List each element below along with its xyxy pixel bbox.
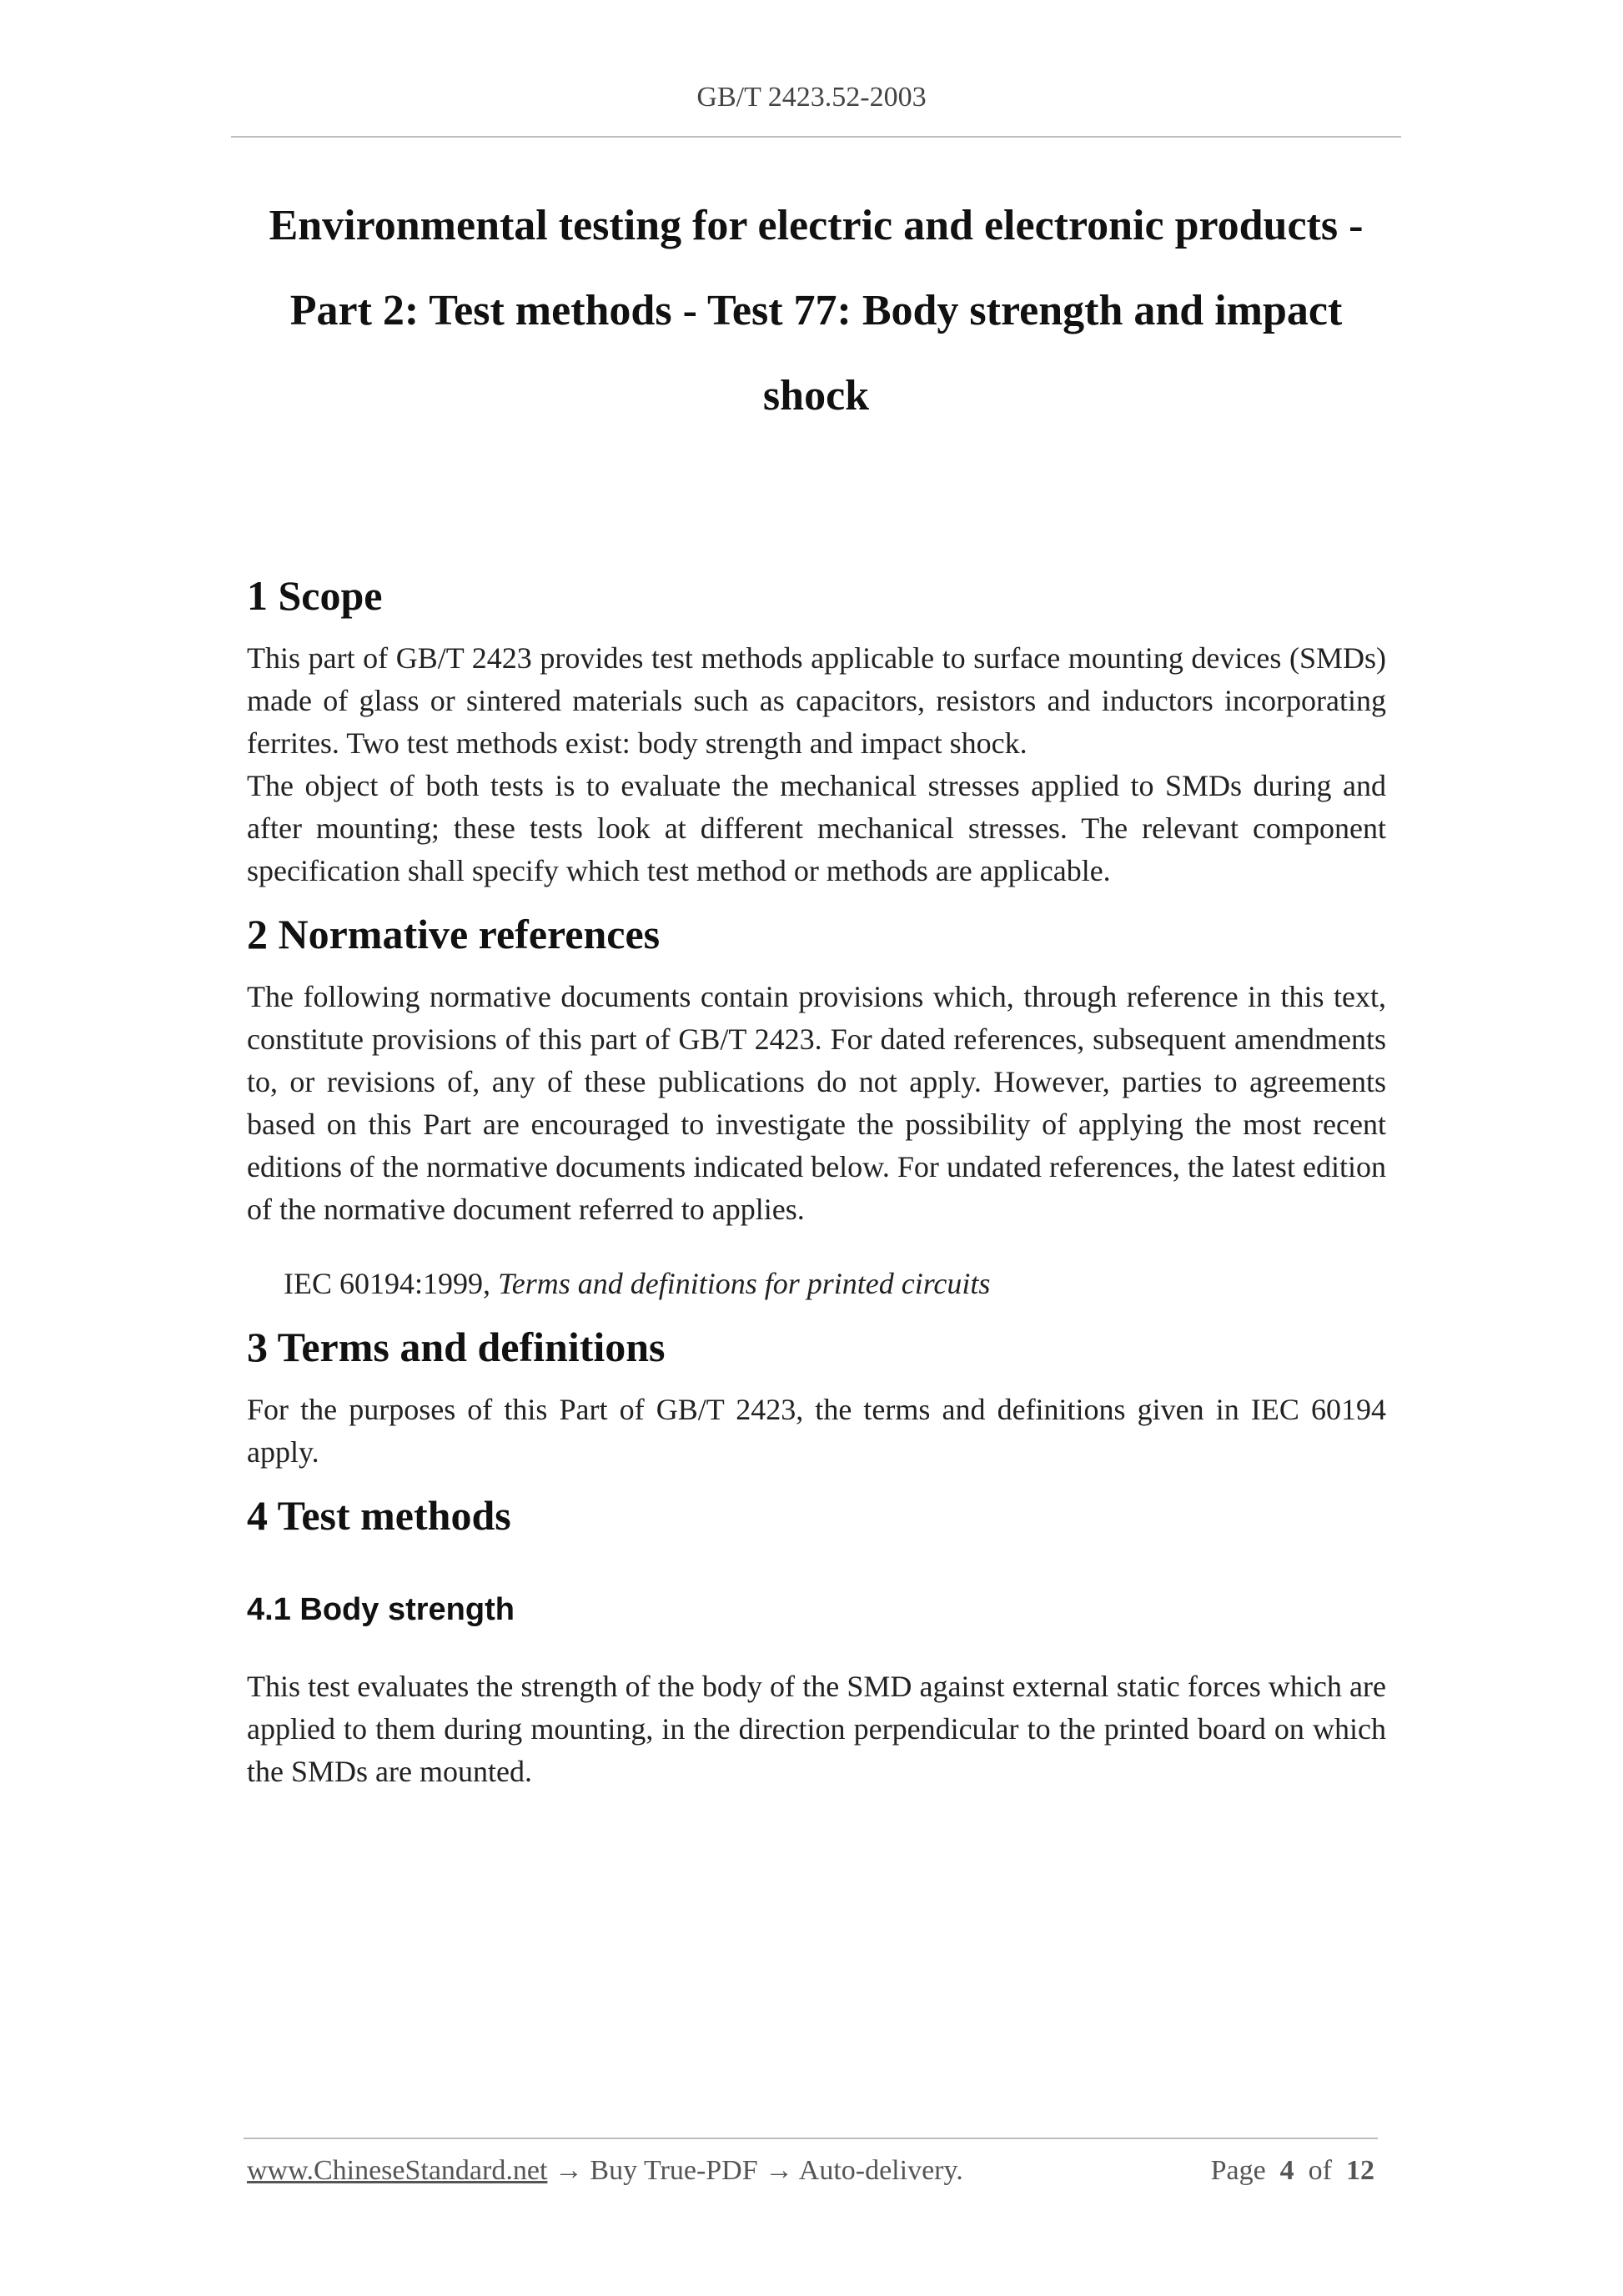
page-footer — [247, 2155, 1374, 2187]
reference-entry — [284, 1263, 1386, 1305]
header-divider — [231, 136, 1401, 138]
terms-definitions-paragraph: For the purposes of this Part of GB/T 2423, the terms and definitions given in IEC 60194 apply. — [247, 1393, 1386, 1469]
document-title — [231, 183, 1401, 439]
footer-promo — [247, 2155, 963, 2187]
section-heading-terms-definitions: 3 Terms and definitions — [247, 1324, 666, 1370]
standard-code-header: GB/T 2423.52-2003 — [696, 82, 927, 113]
section-heading-scope: 1 Scope — [247, 572, 383, 619]
chinese-standard-link[interactable]: www.ChineseStandard.net — [247, 2155, 548, 2186]
page-current: 4 — [1279, 2155, 1294, 2186]
page-number — [1211, 2155, 1374, 2187]
footer-promo-text: → Buy True-PDF → Auto-delivery. — [547, 2155, 963, 2186]
reference-code: IEC 60194:1999, — [284, 1267, 490, 1300]
subsection-heading-body-strength: 4.1 Body strength — [247, 1592, 515, 1627]
reference-title: Terms and definitions for printed circuits — [498, 1267, 991, 1300]
title-line-3: shock — [762, 372, 870, 420]
title-line-2: Part 2: Test methods - Test 77: Body strength and impact — [289, 287, 1343, 334]
scope-paragraph-2: The object of both tests is to evaluate the mechanical stresses applied to SMDs during and after mounting; these tests look at different mechanical stresses. The relevant component specification shall specify which test method or methods are applicable. — [247, 769, 1386, 887]
scope-paragraph-1: This part of GB/T 2423 provides test methods applicable to surface mounting devices (SMDs) made of glass or sintered materials such as capacitors, resistors and inductors incorporating ferrites. Two test methods exist: body strength and impact shock. — [247, 641, 1386, 760]
page-total: 12 — [1346, 2155, 1374, 2186]
document-body — [247, 554, 1386, 1793]
body-strength-paragraph: This test evaluates the strength of the body of the SMD against external static forces which are applied to them during mounting, in the direction perpendicular to the printed board on which the SMDs are mounted. — [247, 1670, 1386, 1788]
section-heading-test-methods: 4 Test methods — [247, 1492, 511, 1539]
page-of-label: of — [1308, 2155, 1332, 2186]
title-line-1: Environmental testing for electric and electronic products - — [269, 202, 1364, 249]
normative-references-paragraph: The following normative documents contain provisions which, through reference in this text, constitute provisions of this part of GB/T 2423. For dated references, subsequent amendments to, or revisions of, any of these publications do not apply. However, parties to agreements based on this Part are encouraged to investigate the possibility of applying the most recent editions of the normative documents indicated below. For undated references, the latest edition of the normative document referred to applies. — [247, 980, 1386, 1226]
section-heading-normative-references: 2 Normative references — [247, 911, 661, 957]
page-label: Page — [1210, 2155, 1266, 2186]
footer-divider — [244, 2138, 1378, 2139]
